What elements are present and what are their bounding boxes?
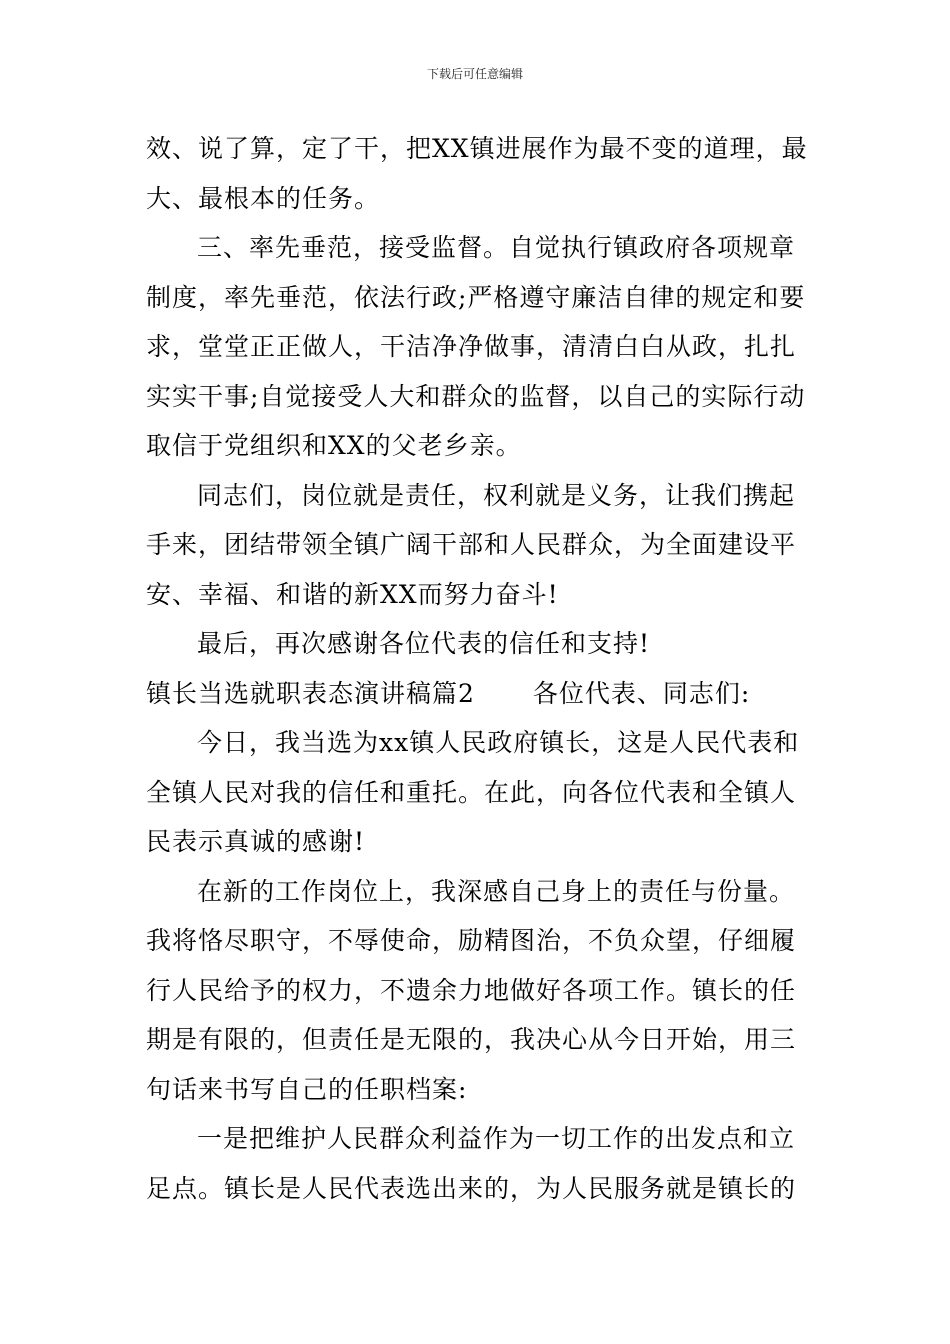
text-line: 民表示真诚的感谢! [146, 827, 366, 856]
paragraph-start-line: 今日，我当选为xx镇人民政府镇长，这是人民代表和 [197, 728, 800, 757]
text-line: 效、说了算，定了干，把XX镇进展作为最不变的道理，最 [146, 134, 808, 163]
text-line: 制度，率先垂范，依法行政;严格遵守廉洁自律的规定和要 [146, 282, 806, 312]
text-line: 求，堂堂正正做人，干洁净净做事，清清白白从政，扎扎 [146, 332, 797, 361]
text-line: 手来，团结带领全镇广阔干部和人民群众，为全面建设平 [146, 530, 797, 559]
section-heading: 镇长当选就职表态演讲稿篇2 [146, 678, 475, 708]
paragraph-start-line: 在新的工作岗位上，我深感自己身上的责任与份量。 [197, 876, 796, 906]
text-line: 足点。镇长是人民代表选出来的，为人民服务就是镇长的 [146, 1173, 797, 1203]
paragraph-start-line: 同志们，岗位就是责任，权利就是义务，让我们携起 [197, 480, 796, 510]
text-line: 实实干事;自觉接受人大和群众的监督，以自己的实际行动 [146, 381, 806, 411]
paragraph-start-line: 三、率先垂范，接受监督。自觉执行镇政府各项规章 [197, 233, 796, 262]
document-body [146, 124, 816, 1213]
text-line: 我将恪尽职守，不辱使命，励精图治，不负众望，仔细履 [146, 926, 797, 955]
text-line: 大、最根本的任务。 [146, 183, 381, 213]
paragraph-start-line: 一是把维护人民群众利益作为一切工作的出发点和立 [197, 1124, 796, 1153]
text-line: 句话来书写自己的任职档案: [146, 1074, 468, 1104]
text-line: 行人民给予的权力，不遗余力地做好各项工作。镇长的任 [146, 975, 797, 1005]
paragraph-start-line: 最后，再次感谢各位代表的信任和支持! [197, 629, 651, 658]
section-salutation: 各位代表、同志们: [532, 678, 751, 708]
text-line: 全镇人民对我的信任和重托。在此，向各位代表和全镇人 [146, 777, 797, 807]
text-line: 安、幸福、和谐的新XX而努力奋斗! [146, 579, 559, 609]
text-line: 取信于党组织和XX的父老乡亲。 [146, 431, 522, 460]
text-line: 期是有限的，但责任是无限的，我决心从今日开始，用三 [146, 1025, 797, 1054]
page-header-note: 下载后可任意编辑 [426, 67, 523, 81]
section-title-line [146, 669, 816, 719]
